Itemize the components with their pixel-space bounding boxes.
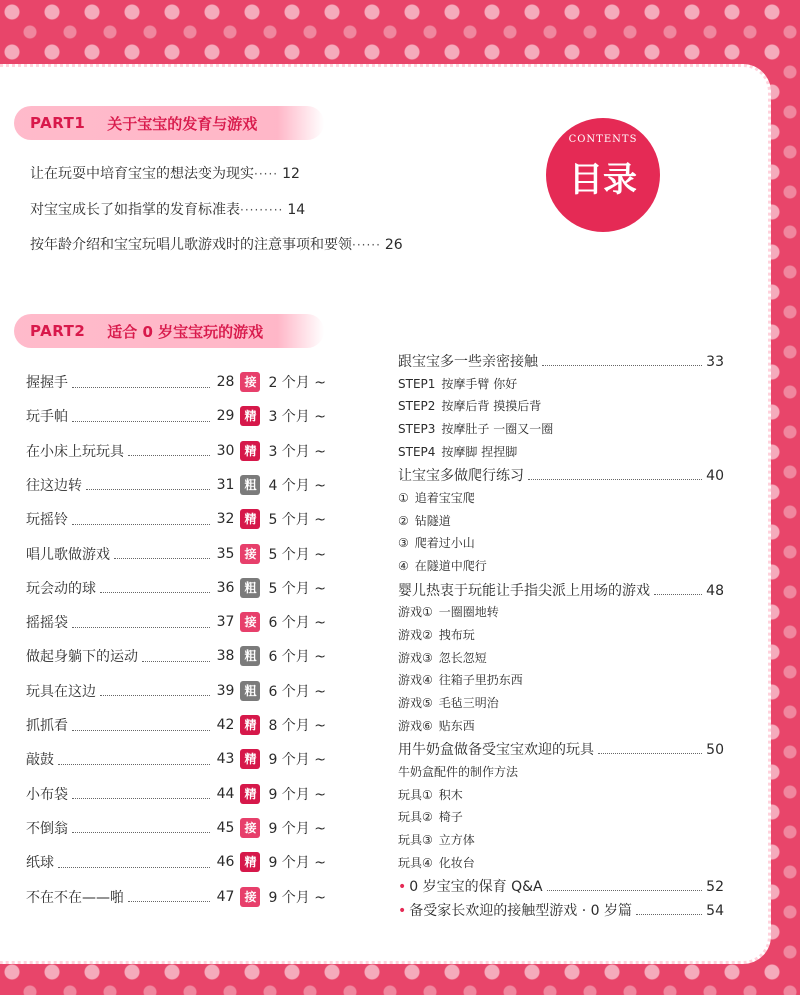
game-title: 玩具在这边: [26, 683, 96, 700]
leader-dots: [128, 891, 210, 902]
game-row[interactable]: [26, 610, 326, 634]
sub-item-prefix: 玩具④: [398, 855, 433, 870]
part1-item-title: 按年龄介绍和宝宝玩唱儿歌游戏时的注意事项和要领: [30, 237, 352, 253]
sub-item[interactable]: [398, 397, 541, 414]
leader-dots: [142, 651, 210, 662]
game-title: 不倒翁: [26, 820, 68, 837]
game-type-badge: 精: [240, 784, 260, 804]
game-page: 35: [216, 545, 235, 562]
game-page: 31: [216, 476, 235, 493]
sub-item-text: 按摩后背 摸摸后背: [441, 399, 542, 414]
leader-dots: [72, 514, 210, 525]
sub-item[interactable]: [398, 649, 487, 666]
section-page: 54: [706, 902, 724, 919]
game-title: 玩会动的球: [26, 580, 96, 597]
game-type-badge: 粗: [240, 681, 260, 701]
part1-item-title: 让在玩耍中培育宝宝的想法变为现实: [30, 166, 254, 182]
game-page: 43: [216, 751, 235, 768]
part1-item-dots: ·····: [254, 167, 279, 181]
game-age: 5 个月 ~: [268, 546, 326, 563]
game-title: 往这边转: [26, 477, 82, 494]
part2-header: [14, 314, 324, 348]
game-row[interactable]: [26, 747, 326, 771]
game-page: 37: [216, 614, 235, 631]
sub-item-text: 椅子: [438, 810, 463, 825]
leader-dots: [72, 377, 210, 388]
sub-item-text: 钻隧道: [414, 513, 451, 528]
sub-item[interactable]: [398, 626, 475, 643]
sub-item[interactable]: [398, 786, 463, 803]
game-age: 9 个月 ~: [268, 786, 326, 803]
leader-dots: [72, 822, 210, 833]
game-title: 玩摇铃: [26, 512, 68, 529]
sub-item-text: 爬着过小山: [414, 536, 475, 551]
game-age: 9 个月 ~: [268, 889, 326, 906]
game-row[interactable]: [26, 816, 326, 840]
game-title: 抓抓看: [26, 718, 68, 734]
game-age: 6 个月 ~: [268, 615, 326, 632]
sub-item[interactable]: [398, 808, 463, 825]
game-page: 45: [216, 819, 235, 836]
sub-item-prefix: STEP1: [398, 376, 436, 391]
game-page: 28: [216, 374, 235, 390]
sub-item-text: 贴东西: [438, 718, 475, 733]
leader-dots: [100, 582, 210, 593]
sub-item[interactable]: [398, 763, 518, 780]
sub-item-text: 毛毡三明治: [438, 695, 499, 710]
sub-item[interactable]: [398, 489, 475, 506]
sub-item[interactable]: [398, 534, 475, 551]
sub-item[interactable]: [398, 557, 487, 574]
sub-item-text: 忽长忽短: [438, 650, 487, 665]
sub-item-text: 按摩肚子 一圈又一圈: [441, 421, 554, 436]
game-type-badge: 接: [240, 818, 260, 838]
sub-item[interactable]: [398, 375, 517, 392]
sub-item-prefix: ③: [398, 536, 409, 551]
section-title: 用牛奶盒做备受宝宝欢迎的玩具: [398, 742, 594, 759]
leader-dots: [72, 720, 210, 731]
sub-item-text: 往箱子里扔东西: [438, 673, 523, 688]
leader-dots: [528, 469, 702, 480]
section-page: 40: [706, 468, 724, 485]
section-title: 备受家长欢迎的接触型游戏 · 0 岁篇: [409, 902, 632, 919]
sub-item-text: 积木: [438, 787, 463, 802]
game-page: 30: [216, 442, 235, 459]
game-age: 4 个月 ~: [268, 477, 326, 494]
section-heading[interactable]: [398, 739, 724, 759]
game-age: 3 个月 ~: [268, 409, 326, 426]
game-type-badge: 粗: [240, 475, 260, 495]
part1-item[interactable]: [30, 234, 403, 254]
game-row[interactable]: [26, 679, 326, 703]
game-title: 玩手帕: [26, 409, 68, 426]
sub-item-prefix: ①: [398, 490, 409, 505]
game-age: 5 个月 ~: [268, 580, 326, 597]
game-title: 不在不在——啪: [26, 889, 124, 906]
sub-item-prefix: ④: [398, 558, 409, 573]
leader-dots: [114, 548, 210, 559]
game-age: 3 个月 ~: [268, 443, 326, 460]
game-type-badge: 接: [240, 612, 260, 632]
sub-item-prefix: 游戏③: [398, 650, 433, 665]
game-page: 39: [216, 682, 235, 699]
sub-item-prefix: STEP4: [398, 444, 436, 459]
game-type-badge: 精: [240, 715, 260, 735]
part1-item-page: 12: [282, 166, 300, 182]
leader-dots: [100, 685, 210, 696]
sub-item-text: 牛奶盒配件的制作方法: [398, 764, 519, 779]
leader-dots: [72, 788, 210, 799]
sub-item[interactable]: [398, 420, 553, 437]
sub-item-prefix: 玩具①: [398, 787, 433, 802]
sub-item[interactable]: [398, 671, 523, 688]
sub-item-text: 化妆台: [438, 855, 475, 870]
game-page: 32: [216, 511, 235, 528]
section-title: 0 岁宝宝的保育 Q&A: [409, 879, 543, 896]
leader-dots: [636, 904, 702, 915]
leader-dots: [654, 584, 702, 595]
game-row[interactable]: [26, 713, 326, 737]
game-age: 2 个月 ~: [268, 375, 326, 391]
leader-dots: [58, 857, 210, 868]
game-row[interactable]: [26, 404, 326, 428]
contents-emblem: [546, 118, 660, 232]
game-row[interactable]: [26, 576, 326, 600]
section-heading[interactable]: [398, 465, 724, 485]
game-row[interactable]: [26, 370, 326, 394]
game-title: 小布袋: [26, 786, 68, 803]
sub-item-prefix: 游戏②: [398, 627, 433, 642]
sub-item-prefix: 游戏①: [398, 605, 433, 620]
game-type-badge: 接: [240, 887, 260, 907]
game-title: 在小床上玩玩具: [26, 443, 124, 460]
game-type-badge: 粗: [240, 578, 260, 598]
game-age: 9 个月 ~: [268, 855, 326, 872]
game-title: 纸球: [26, 855, 54, 872]
game-title: 敲鼓: [26, 752, 54, 769]
section-title: 跟宝宝多一些亲密接触: [398, 354, 538, 370]
bullet-item[interactable]: [398, 876, 724, 896]
game-row[interactable]: [26, 644, 326, 668]
game-page: 46: [216, 854, 235, 871]
sub-item[interactable]: [398, 717, 475, 734]
section-page: 52: [706, 879, 724, 896]
game-row[interactable]: [26, 507, 326, 531]
sub-item[interactable]: [398, 831, 475, 848]
game-type-badge: 接: [240, 372, 260, 392]
bullet-icon: •: [398, 902, 407, 919]
sub-item-prefix: 游戏⑥: [398, 718, 433, 733]
game-page: 36: [216, 579, 235, 596]
game-type-badge: 精: [240, 749, 260, 769]
sub-item-text: 在隧道中爬行: [414, 558, 487, 573]
section-title: 让宝宝多做爬行练习: [398, 468, 524, 485]
sub-item-prefix: 游戏⑤: [398, 695, 433, 710]
part2-label: PART2: [30, 322, 86, 340]
sub-item[interactable]: [398, 694, 499, 711]
game-age: 6 个月 ~: [268, 683, 326, 700]
game-page: 38: [216, 648, 235, 665]
game-age: 5 个月 ~: [268, 512, 326, 529]
game-age: 9 个月 ~: [268, 752, 326, 769]
sub-item[interactable]: [398, 603, 499, 620]
sub-item-prefix: 玩具②: [398, 810, 433, 825]
sub-item-text: 按摩脚 捏捏脚: [441, 444, 518, 459]
leader-dots: [542, 355, 702, 366]
sub-item[interactable]: [398, 443, 517, 460]
game-age: 6 个月 ~: [268, 649, 326, 666]
game-title: 握握手: [26, 375, 68, 391]
part1-item-dots: ······: [352, 238, 381, 252]
section-heading[interactable]: [398, 351, 724, 371]
sub-item-prefix: STEP2: [398, 399, 436, 414]
part1-label: PART1: [30, 114, 86, 132]
sub-item-prefix: 玩具③: [398, 832, 433, 847]
section-heading[interactable]: [398, 580, 724, 600]
sub-item[interactable]: [398, 512, 451, 529]
game-page: 29: [216, 408, 235, 425]
game-row[interactable]: [26, 439, 326, 463]
game-page: 47: [216, 888, 235, 905]
sub-item-prefix: 游戏④: [398, 673, 433, 688]
leader-dots: [58, 754, 210, 765]
part1-item-page: 14: [287, 202, 306, 218]
bullet-icon: •: [398, 879, 407, 896]
game-row[interactable]: [26, 782, 326, 806]
part1-title: 关于宝宝的发育与游戏: [107, 114, 258, 133]
game-type-badge: 精: [240, 509, 260, 529]
game-row[interactable]: [26, 473, 326, 497]
game-type-badge: 精: [240, 406, 260, 426]
part1-header: [14, 106, 324, 140]
game-row[interactable]: [26, 850, 326, 874]
game-type-badge: 粗: [240, 646, 260, 666]
game-page: 42: [216, 717, 235, 733]
game-age: 8 个月 ~: [268, 718, 326, 734]
sub-item[interactable]: [398, 854, 475, 871]
game-row[interactable]: [26, 885, 326, 909]
leader-dots: [547, 880, 703, 891]
sub-item-text: 追着宝宝爬: [414, 490, 475, 505]
leader-dots: [598, 743, 702, 754]
game-title: 摇摇袋: [26, 615, 68, 632]
part1-item-dots: ·········: [240, 203, 284, 217]
game-page: 44: [216, 785, 235, 802]
sub-item-prefix: STEP3: [398, 421, 436, 436]
game-type-badge: 接: [240, 544, 260, 564]
bullet-item[interactable]: [398, 900, 724, 920]
sub-item-text: 一圈圈地转: [438, 605, 499, 620]
leader-dots: [128, 445, 210, 456]
part1-item-page: 26: [384, 237, 403, 253]
section-page: 33: [706, 354, 724, 370]
emblem-title: 目录: [569, 160, 637, 200]
section-page: 48: [706, 582, 724, 599]
leader-dots: [86, 479, 210, 490]
game-title: 做起身躺下的运动: [26, 649, 138, 666]
game-row[interactable]: [26, 542, 326, 566]
part1-item[interactable]: [30, 163, 300, 183]
section-title: 婴儿热衷于玩能让手指尖派上用场的游戏: [398, 582, 650, 599]
part2-title: 适合 0 岁宝宝玩的游戏: [107, 322, 264, 341]
leader-dots: [72, 411, 210, 422]
sub-item-text: 按摩手臂 你好: [441, 376, 518, 391]
part1-item[interactable]: [30, 199, 305, 219]
sub-item-text: 拽布玩: [438, 627, 475, 642]
game-type-badge: 精: [240, 852, 260, 872]
part1-item-title: 对宝宝成长了如指掌的发育标准表: [30, 202, 240, 218]
game-title: 唱儿歌做游戏: [26, 546, 110, 563]
emblem-subtitle: CONTENTS: [568, 134, 638, 145]
section-page: 50: [706, 742, 724, 759]
sub-item-prefix: ②: [398, 513, 409, 528]
game-type-badge: 精: [240, 441, 260, 461]
sub-item-text: 立方体: [438, 832, 475, 847]
leader-dots: [72, 617, 210, 628]
game-age: 9 个月 ~: [268, 820, 326, 837]
